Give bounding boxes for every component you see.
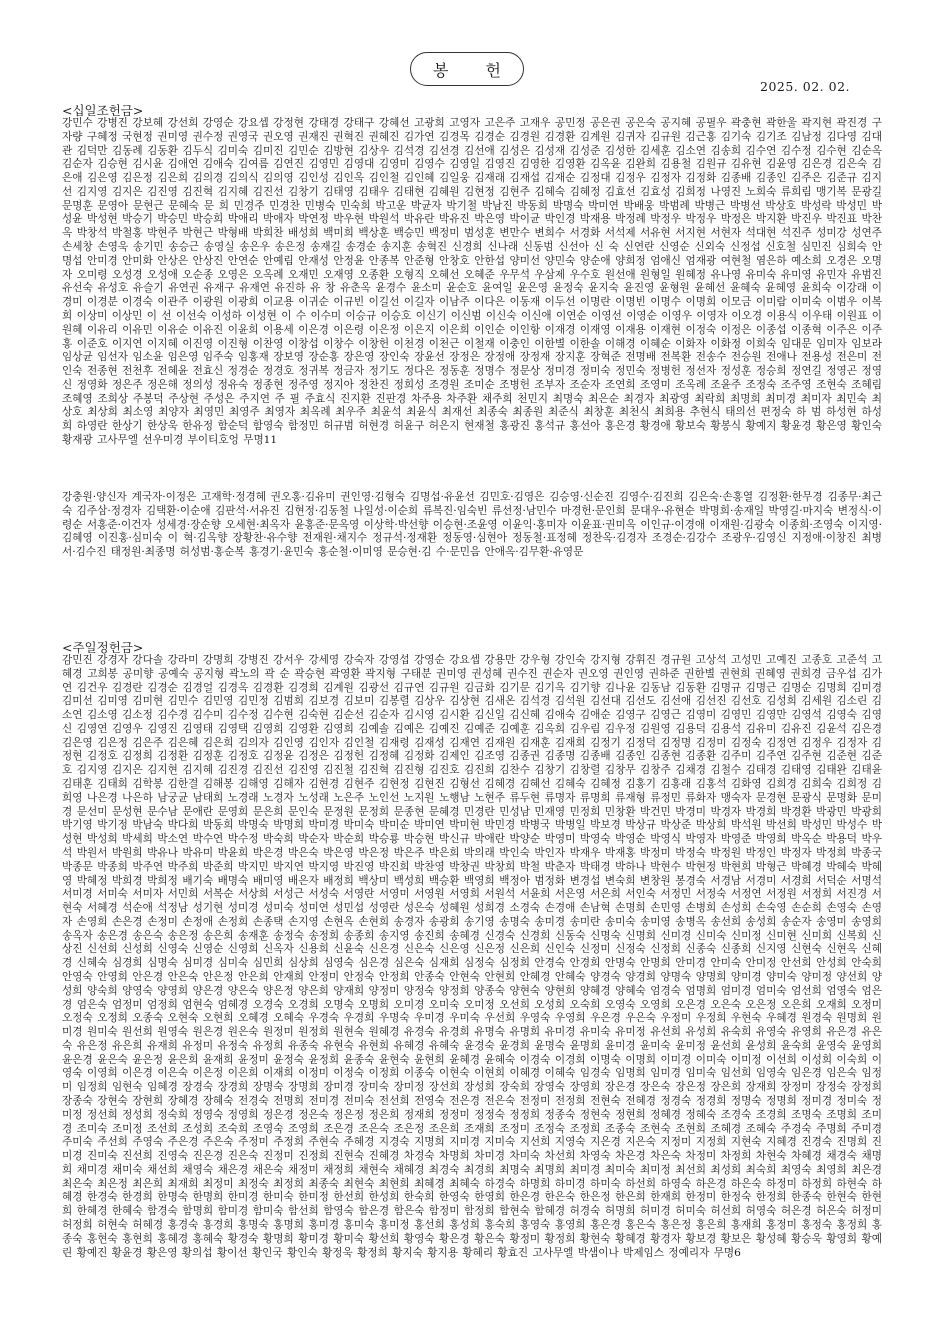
date-label: 2025. 02. 02.	[760, 79, 850, 94]
section-heading-tithe: <십일조헌금>	[62, 103, 144, 118]
sunday-name-list: 감민진 강경자 강다솔 강라미 강명희 강병진 강서우 강세영 강숙자 강영섭 강영순 강요셉 강용만 강우형 강인숙 강지형 강휘진 경규원 고상석 고성민 고예진 고종호 고준석 고혜경 고희봉 공미향 공예숙 공지형 곽노의 곽 순 곽승현 곽영환 곽지형 구태분 권미영 권성혜 권수진 권순자 권오영 권인영 권하준 권한별 권현희 권혜영 권희경 금우섭 김가연 김건우 김경란 김경순 김경얼 김경옥 김경환 김경희 김계원 김광선 김규연 김규원 김금화 김기문 김기옥 김기향 김나윤 김동남 김동환 김명규 김명근 김명순 김명희 김미경 김미선 김미영 김미현 김민수 김민영 김민정 김범희 김보경 김보미 김봉렬 김상우 김상현 김새온 김석경 김석원 김선대 김선도 김선애 김선진 김선호 김성희 김세원 김소린 김소연 김소영 김소정 김수경 김수미 김수정 김수현 김숙현 김순선 김순자 김시영 김시환 김신일 김신혜 김애숙 김애순 김영구 김영근 김영미 김영민 김영만 김영석 김영숙 김영신 김영연 김영우 김영진 김영태 김영택 김영희 김영환 김영희 김예솔 김예은 김예진 김예준 김예훈 김옥희 김우림 김우정 김원영 김용덕 김용석 김유미 김유진 김윤석 김은경 김은영 김은정 김은주 김은혜 김은희 김의자 김인영 김인자 김인철 김재령 김재성 김재연 김재원 김재훈 김재희 김정기 김정덕 김정명 김정미 김정숙 김정연 김정우 김정자 김정현 김정호 김정희 김정환 김정훈 김정호 김정윤 김정은 김정헌 김정혜 김정화 김제인 김조영 김종권 김종명 김종배 김종인 김종현 김종환 김주미 김주연 김주현 김준현 김준호 김지영 김지은 김지현 김지혜 김진경 김진선 김진영 김진철 김진혁 김진형 김진호 김진희 김찬수 김창기 김창렬 김창무 김창주 김채경 김철수 김태경 김태영 김태완 김태윤 김태훈 김태희 김학봉 김한결 김해봉 김해영 김해자 김현경 김현주 김현정 김현진 김형선 김혜경 김혜선 김혜숙 김혜정 김홍기 김홍래 김홍석 김화영 김희경 김희숙 김희정 김희영 나은경 나은하 남궁균 남태희 노경래 노경자 노성래 노은주 노인선 노지원 노행남 노현주 류두현 류명자 류명희 류재형 류정민 류화자 맹숙자 문경현 문광식 문명화 문미경 문선미 문성현 문수남 문애란 문영희 문은희 문인숙 문정원 문정희 문종현 문혜경 민경란 민성남 민재영 민정희 민창환 박건민 박경미 박경자 박경희 박경환 박광민 박광희 박기영 박기정 박남숙 박다희 박동희 박명숙 박명희 박미경 박미숙 박미순 박미연 박미현 박민경 박병국 박병일 박보경 박상규 박상준 박상희 박석원 박선희 박성민 박성수 박성현 박성희 박세희 박소연 박수연 박수정 박숙희 박순자 박순희 박승룡 박승현 박신규 박애란 박양순 박영미 박영숙 박영순 박영식 박영자 박영준 박영희 박옥순 박용덕 박우석 박원서 박원희 박유나 박유미 박윤희 박은경 박은숙 박은영 박은정 박은주 박은희 박의래 박인숙 박인자 박재우 박재홍 박정미 박정숙 박정원 박정인 박정자 박정희 박종국 박종문 박종희 박주연 박주희 박준희 박지민 박지연 박지영 박진영 박진희 박찬영 박창권 박창희 박철 박춘자 박태경 박하나 박현수 박현정 박현희 박형근 박혜경 박혜숙 박혜영 박혜정 박희경 박희정 배기숙 배명숙 배미영 배은자 배정희 백상미 백성희 백승환 백영희 백정아 범정화 변경섭 변숙희 변창원 봉경숙 서경남 서경미 서경희 서덕순 서명석 서미경 서미숙 서미자 서민희 서복순 서상희 서성근 서성숙 서영란 서영미 서영원 서영희 서원석 서윤희 서은영 서은희 서인숙 서정민 서정숙 서정연 서정원 서정희 서진경 서현숙 서혜경 석순애 석정남 성기현 성미경 성미숙 성미연 성민섭 성영란 성은숙 성혜원 성희경 소경숙 손경애 손남혁 손명희 손민영 손병희 손성희 손숙영 손순희 손영숙 손영자 손영희 손은경 손정미 손정애 손정희 손종택 손지영 손현옥 손현희 송경자 송광희 송기영 송명숙 송미경 송미란 송미숙 송미영 송병옥 송선희 송성희 송순자 송영미 송영희 송옥자 송은경 송은숙 송은정 송은희 송재훈 송정숙 송정희 송종희 송지영 송진희 송혜경 신경숙 신경희 신동숙 신명숙 신명희 신미경 신미숙 신미정 신미현 신미희 신복희 신상진 신선희 신성희 신영숙 신영순 신영희 신옥자 신용희 신윤숙 신은경 신은숙 신은영 신은정 신은희 신인숙 신정미 신정숙 신정희 신종숙 신종희 신지영 신현숙 신현옥 신혜경 신혜숙 심경희 심명숙 심미경 심미숙 심민희 심상희 심영숙 심은경 심은숙 심재희 심정숙 심정희 안경숙 안경희 안명숙 안명희 안미경 안미숙 안미정 안선희 안성희 안숙희 안영숙 안영희 안은경 안은숙 안은정 안은희 안재희 안정미 안정숙 안정희 안종숙 안현숙 안현희 안혜경 안혜숙 양경숙 양경희 양명숙 양명희 양미경 양미숙 양미정 양선희 양성희 양숙희 양영숙 양영희 양은경 양은숙 양은정 양은희 양재희 양정미 양정숙 양정희 양종숙 양현숙 양현희 양혜경 양혜숙 엄경숙 엄명희 엄미경 엄미숙 엄선희 엄영숙 엄은경 엄은숙 엄정미 엄정희 엄현숙 엄혜경 오경숙 오경희 오명숙 오명희 오미경 오미숙 오미정 오선희 오성희 오숙희 오영숙 오영희 오은경 오은숙 오은정 오은희 오재희 오정미 오정숙 오정희 오종숙 오현숙 오현희 오혜경 오혜숙 우경숙 우경희 우명숙 우미경 우미숙 우선희 우영숙 우영희 우은경 우은숙 우정미 우정희 우현숙 우혜경 원경숙 원명희 원미경 원미숙 원선희 원영숙 원은경 원은숙 원정미 원정희 원현숙 원혜경 유경숙 유경희 유명숙 유명희 유미경 유미숙 유미정 유선희 유성희 유숙희 유영숙 유영희 유은경 유은숙 유은정 유은희 유재희 유정미 유정숙 유정희 유종숙 유현숙 유현희 유혜경 유혜숙 윤경숙 윤경희 윤명숙 윤명희 윤미경 윤미숙 윤미정 윤선희 윤성희 윤숙희 윤영숙 윤영희 윤은경 윤은숙 윤은정 윤은희 윤재희 윤정미 윤정숙 윤정희 윤종숙 윤현숙 윤현희 윤혜경 윤혜숙 이경숙 이경희 이명숙 이명희 이미경 이미숙 이미정 이선희 이성희 이숙희 이영숙 이영희 이은경 이은숙 이은정 이은희 이재희 이정미 이정숙 이정희 이종숙 이현숙 이현희 이혜경 이혜숙 임경숙 임명희 임미경 임미숙 임선희 임영숙 임은경 임은숙 임정미 임정희 임현숙 임혜경 장경숙 장경희 장명숙 장명희 장미경 장미숙 장미정 장선희 장성희 장숙희 장영숙 장영희 장은경 장은숙 장은정 장은희 장재희 장정미 장정숙 장정희 장종숙 장현숙 장현희 장혜경 장혜숙 전경숙 전명희 전미경 전미숙 전선희 전영숙 전은경 전은숙 전정미 전정희 전현숙 전혜경 정경숙 정경희 정명숙 정명희 정미경 정미숙 정미정 정선희 정성희 정숙희 정영숙 정영희 정은경 정은숙 정은정 정은희 정재희 정정미 정정숙 정정희 정종숙 정현숙 정현희 정혜경 정혜숙 조경숙 조경희 조명숙 조명희 조미경 조미숙 조미정 조선희 조성희 조숙희 조영숙 조영희 조은경 조은숙 조은정 조은희 조재희 조정미 조정숙 조정희 조종숙 조현숙 조현희 조혜경 조혜숙 주경숙 주명희 주미경 주미숙 주선희 주영숙 주은경 주은숙 주정미 주정희 주현숙 주혜경 지경숙 지명희 지미경 지미숙 지선희 지영숙 지은경 지은숙 지정미 지정희 지현숙 지혜경 진경숙 진명희 진미경 진미숙 진선희 진영숙 진은경 진은숙 진정미 진정희 진현숙 진혜경 차경숙 차명희 차미경 차미숙 차선희 차영숙 차은경 차은숙 차정미 차정희 차현숙 차혜경 채경숙 채명희 채미경 채미숙 채선희 채영숙 채은경 채은숙 채정미 채정희 채현숙 채혜경 최경숙 최경희 최명숙 최명희 최미경 최미숙 최미정 최선희 최성희 최숙희 최영숙 최영희 최은경 최은숙 최은정 최은희 최재희 최정미 최정숙 최정희 최종숙 최현숙 최현희 최혜경 최혜숙 하경숙 하명희 하미경 하미숙 하선희 하영숙 하은경 하은숙 하정미 하정희 하현숙 하혜경 한경숙 한경희 한명숙 한명희 한미경 한미숙 한미정 한선희 한성희 한숙희 한영숙 한영희 한은경 한은숙 한은정 한은희 한재희 한정미 한정숙 한정희 한종숙 한현숙 한현희 한혜경 한혜숙 함경숙 함명희 함미경 함미숙 함선희 함영숙 함은경 함은숙 함정미 함정희 함현숙 함혜경 허경숙 허명희 허미경 허미숙 허선희 허영숙 허은경 허은숙 허정미 허정희 허현숙 허혜경 홍경숙 홍경희 홍명숙 홍명희 홍미경 홍미숙 홍미정 홍선희 홍성희 홍숙희 홍영숙 홍영희 홍은경 홍은숙 홍은정 홍은희 홍재희 홍정미 홍정숙 홍정희 홍종숙 홍현숙 홍현희 홍혜경 홍혜숙 황경숙 황명희 황미경 황미숙 황선희 황영숙 황은경 황은숙 황정미 황정희 황현숙 황혜경 황경자 황보경 황보은 황성혜 황승욱 황영희 황예린 황예진 황윤경 황은영 황의섭 황이선 황인국 황인숙 황정욱 황정희 황지숙 황지용 황혜리 황효진 고사무엘 박샘이나 박제임스 정예리자 무명6	[62, 654, 882, 1259]
tithe-name-list: 강민수 강병진 강보혜 강선희 강영순 강요셉 강정현 강태경 강태구 강혜선 고광희 고영자 고은주 고재우 공민정 공은권 공은숙 공지혜 공필우 곽충현 곽한울 곽지현 곽진경 구자량 구혜정 국현정 권미영 권수정 권영국 권오영 권재진 권혁진 권혜진 김가연 김경목 김경순 김경원 김경환 김계원 김귀자 김규원 김근홍 김기숙 김기조 김남정 김다영 김대관 김덕만 김동례 김동환 김두식 김미숙 김미진 김민순 김방현 김상우 김석경 김선경 김선애 김성은 김성재 김성준 김성한 김세훈 김소연 김송희 김수연 김수정 김수현 김순옥 김순자 김승현 김시윤 김애연 김애숙 김여름 김연진 김영민 김영대 김영미 김영수 김영일 김영진 김영한 김영환 김옥윤 김완희 김용철 김원규 김유현 김윤영 김은경 김은숙 김은애 김은영 김은정 김은희 김의경 김의식 김의영 김인성 김인옥 김인철 김인혜 김일웅 김재래 김재섭 김재순 김정대 김정우 김정자 김정화 김종배 김종인 김주은 김준규 김지선 김지영 김지은 김진영 김진혁 김지혜 김진선 김창기 김태영 김태우 김태현 김혜원 김현정 김현주 김혜숙 김혜정 김효선 김효성 김희정 나영진 노희숙 류희림 맹기복 문광길 문명훈 문영아 문현근 문혜숙 문 희 민경주 민경찬 민병숙 민숙희 박고운 박균자 박기철 박남진 박동희 박명숙 박미연 박배웅 박범례 박병근 박병선 박상호 박성락 박성민 박성윤 박성현 박승기 박승민 박승희 박애리 박애자 박연정 박우현 박원석 박유란 박유진 박은영 박이균 박인경 박재용 박정례 박정우 박정우 박정은 박지환 박진우 박진표 박찬옥 박창석 박철홍 박현주 박현근 박형배 박희찬 배성희 백미희 백상훈 백승민 백정미 범성훈 변만수 변희수 서경화 서석제 서유현 서지현 서현자 석대현 석진주 성미강 성연주 손세창 손영욱 송기민 송승근 송영실 송은우 송은정 송재길 송경순 송지훈 송혁진 신경희 신나래 신동범 신선아 신 숙 신연란 신영순 신외숙 신정섭 신호철 심민진 심희숙 안명섭 안미경 안미화 안상은 안상진 안연순 안예림 안재성 안정윤 안종복 안준형 안창호 안한섭 양미선 양민숙 양순애 양희정 엄애신 엄재광 여현철 염은하 예소희 오경은 오명자 오미령 오성경 오성애 오순종 오영은 오옥례 오재민 오재영 오종환 오형직 오혜선 오혜준 우무석 우삼제 우수호 원선애 원형일 원혜정 유나영 유미숙 유미영 유민자 유범진 유선숙 유성호 유슬기 유연권 유재구 유재연 유진하 유 창 유춘옥 윤경수 윤소미 윤순호 윤여일 윤은영 윤정숙 윤지숙 윤진영 윤형원 윤혜선 윤혜숙 윤혜영 윤희숙 이강래 이경미 이경분 이경숙 이관주 이광원 이광희 이교용 이귀순 이규빈 이길선 이길자 이남주 이다은 이동재 이두선 이명란 이명빈 이명수 이명희 이모금 이미람 이미숙 이범우 이복희 이상미 이상민 이 선 이선숙 이성하 이성현 이 수 이수미 이승규 이승호 이신기 이신범 이신숙 이신애 이연순 이영선 이영순 이영우 이영자 이오경 이용식 이우태 이원표 이원혜 이유리 이유민 이유순 이유진 이윤희 이용세 이은경 이은령 이은정 이은지 이은희 이인순 이인항 이재경 이재영 이재용 이재현 이정숙 이정은 이종섭 이종혁 이주은 이주홍 이준호 이지연 이지혜 이진영 이진형 이찬영 이창섭 이창수 이창헌 이천경 이천근 이철재 이충인 이한별 이한솔 이해경 이혜순 이화자 이화정 이희숙 임대문 임미자 임보라 임상균 임선자 임소윤 임은영 임주숙 임홍재 장보영 장순홍 장은영 장인숙 장윤선 장정은 장정애 장정재 장지훈 장혁준 전명배 전복환 전송수 전승원 전애나 전용성 전은미 전인숙 전종현 전천후 전혜윤 전효신 정경순 정경호 정귀복 정금자 정기도 정다은 정동훈 정명수 정문상 정미경 정미숙 정민숙 정병헌 정선자 정성훈 정승희 정연길 정영곤 정영신 정영화 정은주 정은해 정의성 정유숙 정종현 정주영 정지아 정찬진 정희성 조경원 조미순 조병헌 조부자 조순자 조연희 조영미 조옥례 조윤주 조정숙 조주영 조현숙 조혜림 조혜영 조희상 주봉덕 주상현 주성은 주지연 주 필 주효식 진지환 진판경 차주용 차주환 채주희 천민지 최명숙 최은순 최경자 최광영 최락희 최명희 최미경 최미자 최민숙 최상호 최상희 최소영 최양자 최영민 최영주 최영자 최옥례 최우주 최윤석 최윤식 최재선 최종숙 최종원 최준식 최창훈 최천식 최희용 추현식 태의선 편정숙 하 범 하성현 하성희 하영란 한상기 한상욱 한유정 함순덕 함영숙 함정민 허규범 허현경 허윤구 허은지 현재철 홍광진 홍석규 홍선아 홍은경 황경애 황보숙 황봉식 황예지 황윤경 황은영 황인숙 황재광 고사무엘 선우미경 부이티호엉 무명11	[62, 117, 882, 446]
section-heading-sunday: <주일정헌금>	[62, 640, 144, 655]
page-title: 봉 헌	[410, 52, 524, 86]
tithe-couple-list: 강충원·양신자 계국자·이정은 고재학·정경혜 권오홍·김유미 권인영·김형숙 김명섭·유윤선 김민호·김영은 김승영·신순진 김영수·김진희 김은숙·손홍열 김정환·한무경 김종무·최근숙 김주삼·정경자 김택환·이순애 김판석·서유진 김현정·김동철 나일성·이순희 류복진·임숙빈 류선정·남민수 마경헌·문인희 문대우·유현순 박명희·송재일 박영길·마지숙 변정식·이령순 서홍준·이건자 성세경·장순향 오세현·최옥자 윤홍준·문옥영 이상학·박선향 이승현·조윤영 이윤익·홍미자 이윤표·권미옥 이인규·이경애 이재원·김광숙 이종희·조영숙 이지영·김혜영 이진홍·심미숙 이 혁·김옥향 장황찬·유수향 전재원·채지수 정규석·정재환 정동영·심현아 정동철·표정혜 정찬옥·김경자 조경순·김강수 조광우·김영신 지정애·이창진 최병서·김수진 태정원·최종명 허성범·홍순복 홍경기·윤민숙 홍순철·이미영 문승현·김 수·문민음 안애옥·김무환·유영문	[62, 491, 882, 559]
